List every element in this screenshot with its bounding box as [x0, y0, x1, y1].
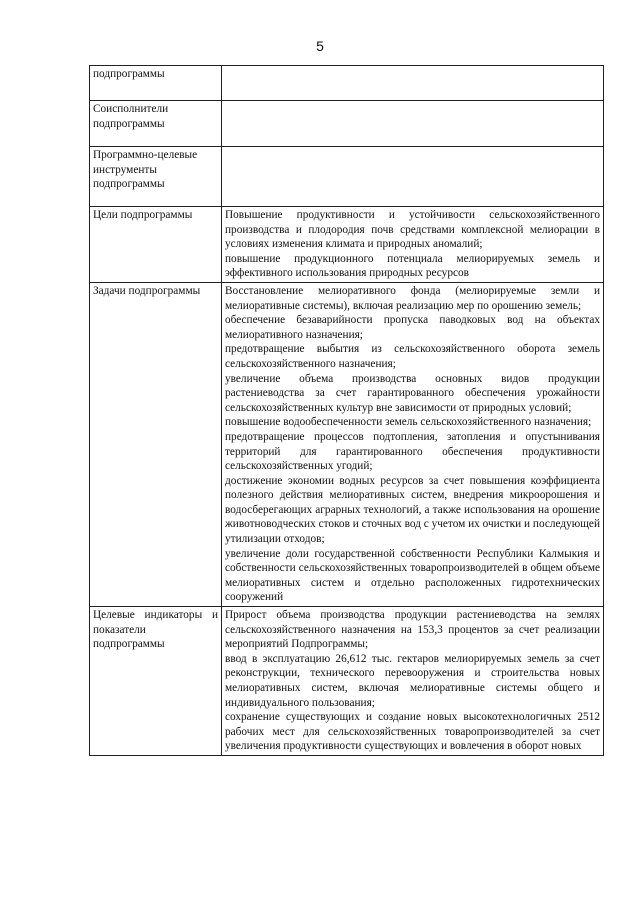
content-paragraph: предотвращение процессов подтопления, затопления и опустынивания территорий для гарантированного обеспечения продуктивности сельскохозяйственных угодий; — [225, 430, 600, 473]
row-content — [222, 66, 604, 101]
row-label — [90, 207, 222, 283]
table-row-subprogram-continuation — [90, 66, 604, 101]
content-paragraph: ввод в эксплуатацию 26,612 тыс. гектаров мелиорируемых земель за счет реконструкции, технического перевооружения и строительства новых мелиоративных систем, включая мелиоративные системы общего и индивидуального пользования; — [225, 652, 600, 709]
content-paragraph: сохранение существующих и создание новых высокотехнологичных 2512 рабочих мест для сельскохозяйственных товаропроизводителей за счет увеличения продуктивности существующих и вовлечения в оборот новых — [225, 711, 600, 753]
row-label — [90, 101, 222, 147]
row-content — [222, 282, 604, 606]
row-label-text: Программно-целевые инструменты подпрограммы — [93, 149, 198, 191]
passport-table — [89, 65, 604, 756]
page-number: 5 — [316, 38, 324, 54]
content-paragraph: достижение экономии водных ресурсов за счет повышения коэффициента полезного действия мелиоративных систем, внедрения микроорошения и водосберегающих аграрных технологий, а также использования на орошение животноводческих стоков и сточных вод с учетом их очистки и последующей утилизации отходов; — [225, 474, 600, 546]
row-label — [90, 607, 222, 756]
content-paragraph: Повышение продуктивности и устойчивости сельскохозяйственного производства и плодородия почв средствами комплексной мелиорации в условиях изменения климата и природных аномалий; — [225, 209, 600, 251]
content-paragraph: предотвращение выбытия из сельскохозяйственного оборота земель сельскохозяйственного назначения; — [225, 343, 600, 370]
row-label-text: Целевые индикаторы и показатели подпрограммы — [93, 609, 218, 651]
row-content — [222, 207, 604, 283]
table-row-co-executors — [90, 101, 604, 147]
table-row-tasks — [90, 282, 604, 606]
content-paragraph: обеспечение безаварийности пропуска паводковых вод на объектах мелиоративного назначения; — [225, 314, 600, 341]
row-label — [90, 147, 222, 207]
row-label-text: Соисполнители подпрограммы — [93, 103, 169, 130]
row-label — [90, 282, 222, 606]
row-content — [222, 101, 604, 147]
content-paragraph: увеличение доли государственной собственности Республики Калмыкия и собственности сельскохозяйственных товаропроизводителей в общем объеме мелиоративных систем и отдельно расположенных гидротехнических сооружений — [225, 547, 600, 604]
table-row-indicators — [90, 607, 604, 756]
content-paragraph: увеличение объема производства основных видов продукции растениеводства за счет гарантированного обеспечения урожайности сельскохозяйственных культур вне зависимости от природных условий; — [225, 372, 600, 414]
row-label-text: Задачи подпрограммы — [93, 284, 201, 297]
table-row-program-tools — [90, 147, 604, 207]
content-paragraph: Восстановление мелиоративного фонда (мелиорируемые земли и мелиоративные системы), включая реализацию мер по орошению земель; — [225, 284, 600, 312]
content-paragraph: Прирост объема производства продукции растениеводства на землях сельскохозяйственного назначения на 153,3 процентов за счет реализации мероприятий Подпрограммы; — [225, 609, 600, 651]
row-label-text: подпрограммы — [93, 68, 165, 80]
row-label — [90, 66, 222, 101]
table-row-goals — [90, 207, 604, 283]
content-paragraph: повышение продукционного потенциала мелиорируемых земель и эффективного использования природных ресурсов — [225, 252, 600, 280]
row-content — [222, 147, 604, 207]
row-label-text: Цели подпрограммы — [93, 209, 193, 221]
row-content — [222, 607, 604, 756]
content-paragraph: повышение водообеспеченности земель сельскохозяйственного назначения; — [225, 416, 592, 429]
